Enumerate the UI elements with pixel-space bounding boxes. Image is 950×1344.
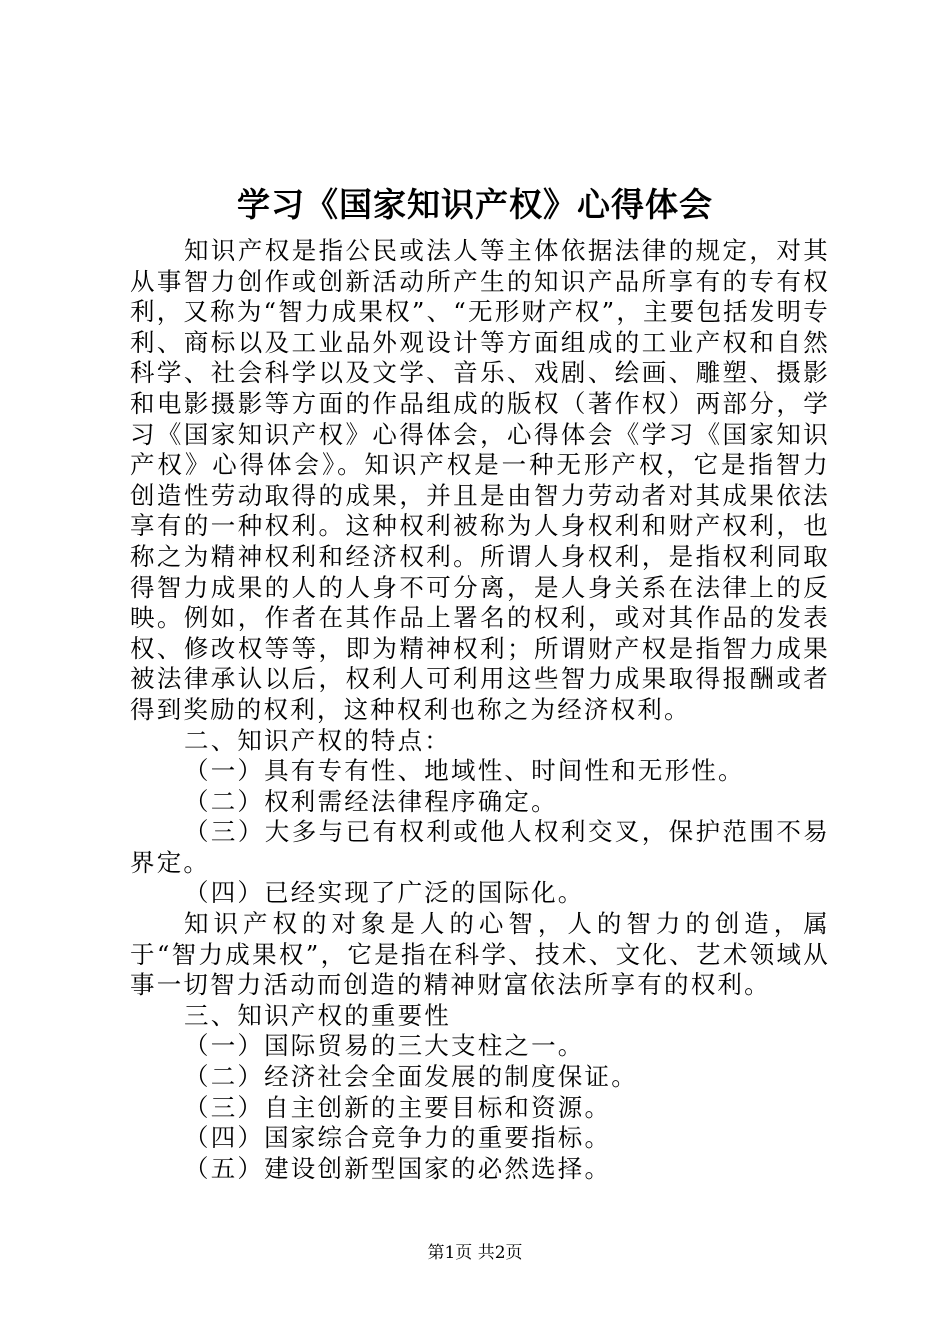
list-item: （四）已经实现了广泛的国际化。 [184, 878, 585, 908]
page-number-footer: 第1页 共2页 [427, 1243, 523, 1263]
list-item: （三）大多与已有权利或他人权利交叉，保护范围不易界定。 [130, 817, 830, 877]
list-item: （二）权利需经法律程序确定。 [184, 786, 558, 816]
document-title: 学习《国家知识产权》心得体会 [237, 185, 713, 224]
list-item: （一）具有专有性、地域性、时间性和无形性。 [184, 756, 745, 786]
section-heading-features: 二、知识产权的特点： [184, 725, 451, 755]
intro-paragraph: 知识产权是指公民或法人等主体依据法律的规定，对其从事智力创作或创新活动所产生的知识产品所享有的专有权利，又称为“智力成果权”、“无形财产权”，主要包括发明专利、商标以及工业品外观设计等方面组成的工业产权和自然科学、社会科学以及文学、音乐、戏剧、绘画、雕塑、摄影和电影摄影等方面的作品组成的版权（著作权）两部分，学习《国家知识产权》心得体会，心得体会《学习《国家知识产权》心得体会》。知识产权是一种无形产权，它是指智力创造性劳动取得的成果，并且是由智力劳动者对其成果依法享有的一种权利。这种权利被称为人身权利和财产权利，也称之为精神权利和经济权利。所谓人身权利，是指权利同取得智力成果的人的人身不可分离，是人身关系在法律上的反映。例如，作者在其作品上署名的权利，或对其作品的发表权、修改权等等，即为精神权利；所谓财产权是指智力成果被法律承认以后，权利人可利用这些智力成果取得报酬或者得到奖励的权利，这种权利也称之为经济权利。 [130, 236, 830, 724]
object-paragraph: 知识产权的对象是人的心智，人的智力的创造，属于“智力成果权”，它是指在科学、技术、文化、艺术领域从事一切智力活动而创造的精神财富依法所享有的权利。 [130, 909, 830, 1000]
list-item: （三）自主创新的主要目标和资源。 [184, 1092, 612, 1122]
list-item: （五）建设创新型国家的必然选择。 [184, 1153, 612, 1183]
list-item: （一）国际贸易的三大支柱之一。 [184, 1031, 585, 1061]
list-item: （四）国家综合竞争力的重要指标。 [184, 1123, 612, 1153]
document-body [130, 236, 830, 1184]
list-item: （二）经济社会全面发展的制度保证。 [184, 1062, 638, 1092]
section-heading-importance: 三、知识产权的重要性 [184, 1000, 451, 1030]
